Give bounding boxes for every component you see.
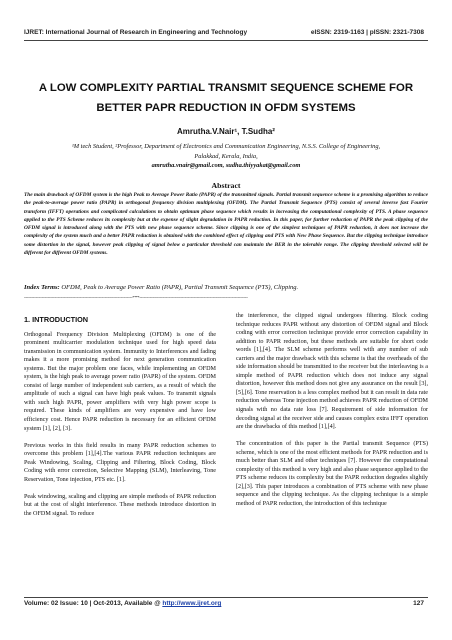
abstract-heading: Abstract <box>211 181 241 190</box>
footer-rule <box>24 597 428 598</box>
section-separator: --------------------------------------------------------------------------***-------------------------------------------------------------------------- <box>24 296 248 301</box>
index-terms-text: OFDM, Peak to Average Power Ratio (PAPR), Partial Transmit Sequence (PTS), Clipping. <box>59 284 299 291</box>
title-line-2: BETTER PAPR REDUCTION IN OFDM SYSTEMS <box>96 102 356 114</box>
journal-name: IJRET: International Journal of Research in Engineering and Technology <box>24 29 248 36</box>
footer-volume <box>24 600 221 607</box>
paper-title <box>24 78 428 118</box>
journal-header <box>24 29 424 36</box>
index-terms-label: Index Terms: <box>24 284 60 291</box>
journal-link[interactable]: http://www.ijret.org <box>162 600 222 607</box>
authors: Amrutha.V.Nair¹, T.Sudha² <box>177 127 275 136</box>
page-footer <box>24 600 424 607</box>
intro-paragraph-3: Peak windowing, scaling and clipping are simple methods of PAPR reduction but at the cost of slight interference. These methods introduce distortion in the OFDM signal. To reduce <box>24 493 216 517</box>
intro-paragraph-2: Previous works in this field results in many PAPR reduction schemes to overcome this problem [1],[4].The various PAPR reduction techniques are Peak Windowing, Scaling, Clipping and Filtering, Block Coding, Block Coding with error correction, Selective Mapping (SLM), Interleaving, Tone Reservation, Tone injection, PTS etc. [1]. <box>24 442 216 483</box>
title-line-1: A LOW COMPLEXITY PARTIAL TRANSMIT SEQUENCE SCHEME FOR <box>38 82 414 94</box>
author-emails[interactable]: amrutha.vnair@gmail.com, sudha.thiyyakat@gmail.com <box>151 162 301 169</box>
right-paragraph-2: The concentration of this paper is the Partial transmit Sequence (PTS) scheme, which is one of the most efficient methods for PAPR reduction and is much better than SLM and other techniques [7]. However the computational complexity of this method is very high and also phase sequence applied to the PTS scheme reduces its complexity but the PAPR reduction degrades slightly [2],[3]. This paper introduces a combination of PTS scheme with new phase sequence and the clipping technique. As the clipping technique is a simple method of PAPR reduction, the introduction of this technique <box>236 441 428 507</box>
affiliation-line-1: ¹M tech Student, ²Professor, Department of Electronics and Communication Engineering, N.S.S. College of Engineering, <box>71 143 381 150</box>
abstract-text: The main drawback of OFDM system is the high Peak to Average Power Ratio (PAPR) of the transmitted signals. Partial transmit sequence scheme is a promising algorithm to reduce the peak-to-average power ratio (PAPR) in orthogonal frequency division multiplexing (OFDM). The Partial Transmit Sequence (PTS) consist of several inverse fast Fourier transform (IFFT) operations and complicated calculations to obtain optimum phase sequence which results in increasing the computational complexity of PTS. A phase sequence applied to the PTS Scheme reduces its complexity but at the expense of slight degradation in PAPR reduction. In this paper, for further reduction of PAPR the peak clipping of the OFDM signal is introduced along with the PTS with new phase sequence scheme. Since clipping is one of the simplest techniques of PAPR reduction, it does not increase the complexity of the system much and a better PAPR reduction is obtained with the combined effect of clipping and PTS with New Phase Sequence. But the clipping technique introduce some distortion in the signal, however peak clipping of signal below a particular threshold can maintain the BER in the tolerable range. The clipping threshold selected will be different for different OFDM systems. <box>24 192 428 257</box>
intro-paragraph-1: Orthogonal Frequency Division Multiplexing (OFDM) is one of the prominent multicarrier modulation technique used for high speed data transmission in communication system. Immunity to Interferences and fading makes it a more promising method for next generation communication systems. But the major problem one faces, while implementing an OFDM system, is the high peak to average power ratio (PAPR) of the system. OFDM consist of large number of independent sub carriers, as a result of which the amplitude of such a signal can have high peak values. To transmit signals with such high PAPR, power amplifiers with very high power scope is required. These kinds of amplifiers are very expensive and have low efficiency cost. Hence PAPR reduction is necessary for an efficient OFDM system [1], [2], [3]. <box>24 331 216 432</box>
index-terms <box>24 284 428 291</box>
page-number: 127 <box>413 600 424 607</box>
affiliation <box>24 142 428 171</box>
right-column <box>236 312 428 517</box>
section-heading-introduction: 1. INTRODUCTION <box>24 315 89 324</box>
header-rule <box>24 40 428 41</box>
right-paragraph-1: the interference, the clipped signal undergoes filtering. Block coding technique reduces PAPR without any distortion of OFDM signal and Block coding with error correction technique provide error correction capability in addition to PAPR reduction, but these methods are suitable for short code words [1],[4]. The SLM scheme performs well with any number of sub carriers and the major drawback with this scheme is that the overheads of the side information should be transmitted to the receiver but the interleaving is a simple method of PAPR reduction which does not induce any signal distortion, however this method does not give any assurance on the result [3],[5],[6]. Tone reservation is a less complex method but it can result in data rate reduction whereas Tone injection method achieves PAPR reduction of OFDM signals with no data rate loss [7]. Requirement of side information for decoding signal at the receiver side and causes complex extra IFFT operation are the drawbacks of this method [1],[4]. <box>236 313 428 431</box>
affiliation-line-2: Palakkad, Kerala, India, <box>194 152 258 160</box>
footer-volume-text: Volume: 02 Issue: 10 | Oct-2013, Available @ <box>24 600 163 607</box>
issn: eISSN: 2319-1163 | pISSN: 2321-7308 <box>310 29 424 36</box>
left-column <box>24 316 216 527</box>
